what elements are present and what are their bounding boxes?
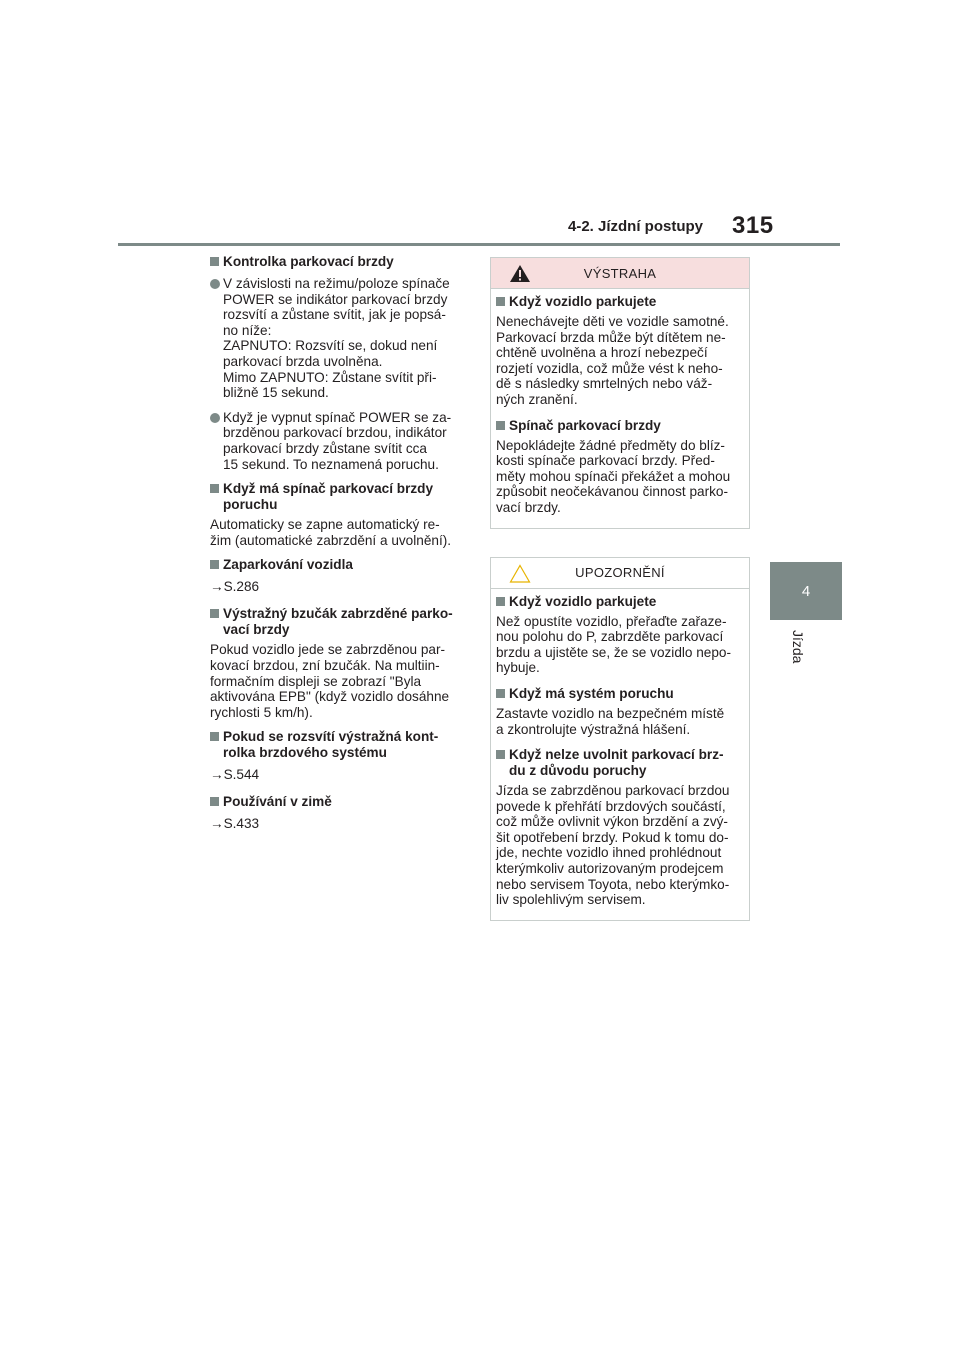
section-heading: Zaparkování vozidla: [210, 557, 466, 573]
square-bullet-icon: [210, 560, 219, 569]
header-divider: [118, 243, 840, 246]
section-heading: Pokud se rozsvítí výstražná kont- rolka brzdového systému: [210, 729, 466, 761]
round-bullet-icon: [210, 279, 220, 289]
page-reference-link[interactable]: →S.433: [210, 816, 260, 832]
warning-title: VÝSTRAHA: [583, 265, 657, 281]
caution-box: [490, 557, 750, 921]
square-bullet-icon: [496, 597, 505, 606]
bullet-item: Když je vypnut spínač POWER se za- brzděnou parkovací brzdou, indikátor parkovací brzdy zůstane svítit cca 15 sekund. To neznamená poruchu.: [210, 410, 466, 472]
section-heading: Kontrolka parkovací brzdy: [210, 254, 466, 270]
section-title: 4-2. Jízdní postupy: [568, 218, 704, 235]
section-heading: Když má systém poruchu: [496, 686, 745, 702]
right-column: [490, 257, 750, 949]
caution-header: [491, 558, 749, 589]
paragraph: Pokud vozidlo jede se zabrzděnou par- kovací brzdou, zní bzučák. Na multiin- formačním displeji se zobrazí "Byla aktivována EPB" (když vozidlo dosáhne rychlosti 5 km/h).: [210, 642, 450, 720]
warning-body: [491, 289, 749, 528]
round-bullet-icon: [210, 413, 220, 423]
bullet-item: V závislosti na režimu/poloze spínače POWER se indikátor parkovací brzdy rozsvítí a zůstane svítit, jak je popsá- no níže: ZAPNUTO: Rozsvítí se, dokud není parkovací brzda uvolněna. Mimo ZAPNUTO: Zůstane svítit při- bližně 15 sekund.: [210, 276, 466, 401]
square-bullet-icon: [210, 484, 219, 493]
square-bullet-icon: [496, 750, 505, 759]
paragraph: Automaticky se zapne automatický re- žim (automatické zabrzdění a uvolnění).: [210, 517, 452, 548]
section-heading: Spínač parkovací brzdy: [496, 418, 745, 434]
section-heading: Používání v zimě: [210, 794, 466, 810]
chapter-tab: 4: [770, 562, 842, 620]
caution-body: [491, 589, 749, 920]
square-bullet-icon: [210, 732, 219, 741]
square-bullet-icon: [210, 257, 219, 266]
paragraph: Nenechávejte děti ve vozidle samotné. Parkovací brzda může být dítětem ne- chtěně uvolněna a hrozí nebezpečí rozjetí vozidla, což může vést k neho- dě s následky smrtelných nebo váž- ných zranění.: [496, 314, 729, 407]
page-number: 315: [732, 212, 774, 239]
square-bullet-icon: [210, 797, 219, 806]
warning-box: [490, 257, 750, 529]
square-bullet-icon: [496, 421, 505, 430]
warning-header: [491, 258, 749, 289]
section-heading: Výstražný bzučák zabrzděné parko- vací brzdy: [210, 606, 466, 638]
chapter-label: Jízda: [790, 630, 806, 664]
page-reference-link[interactable]: →S.544: [210, 767, 260, 783]
section-heading: Když má spínač parkovací brzdy poruchu: [210, 481, 466, 513]
section-heading: Když vozidlo parkujete: [496, 294, 745, 310]
paragraph: Nepokládejte žádné předměty do blíz- kosti spínače parkovací brzdy. Před- měty mohou spínači překážet a mohou způsobit neočekávanou činnost parko- vací brzdy.: [496, 437, 731, 515]
left-column: [210, 254, 466, 843]
square-bullet-icon: [210, 609, 219, 618]
section-heading: Když vozidlo parkujete: [496, 594, 745, 610]
square-bullet-icon: [496, 297, 505, 306]
page-reference-link[interactable]: →S.286: [210, 579, 260, 595]
paragraph: Než opustíte vozidlo, přeřaďte zařaze- nou polohu do P, zabrzděte parkovací brzdu a ujistěte se, že se vozidlo nepo- hybuje.: [496, 613, 732, 676]
paragraph: Zastavte vozidlo na bezpečném místě a zkontrolujte výstražná hlášení.: [496, 705, 725, 737]
caution-icon: [509, 564, 531, 583]
square-bullet-icon: [496, 689, 505, 698]
caution-title: UPOZORNĚNÍ: [575, 565, 665, 581]
warning-icon: [509, 264, 531, 283]
paragraph: Jízda se zabrzděnou parkovací brzdou povede k přehřátí brzdových součástí, což může ovlivnit výkon brzdění a zvý- šit opotřebení brzdy. Pokud k tomu do- jde, nechte vozidlo ihned prohlédnout kterýmkoliv autorizovaným prodejcem nebo servisem Toyota, nebo kterýmko- liv spolehlivým servisem.: [496, 783, 730, 908]
section-heading: Když nelze uvolnit parkovací brz- du z důvodu poruchy: [496, 747, 745, 779]
